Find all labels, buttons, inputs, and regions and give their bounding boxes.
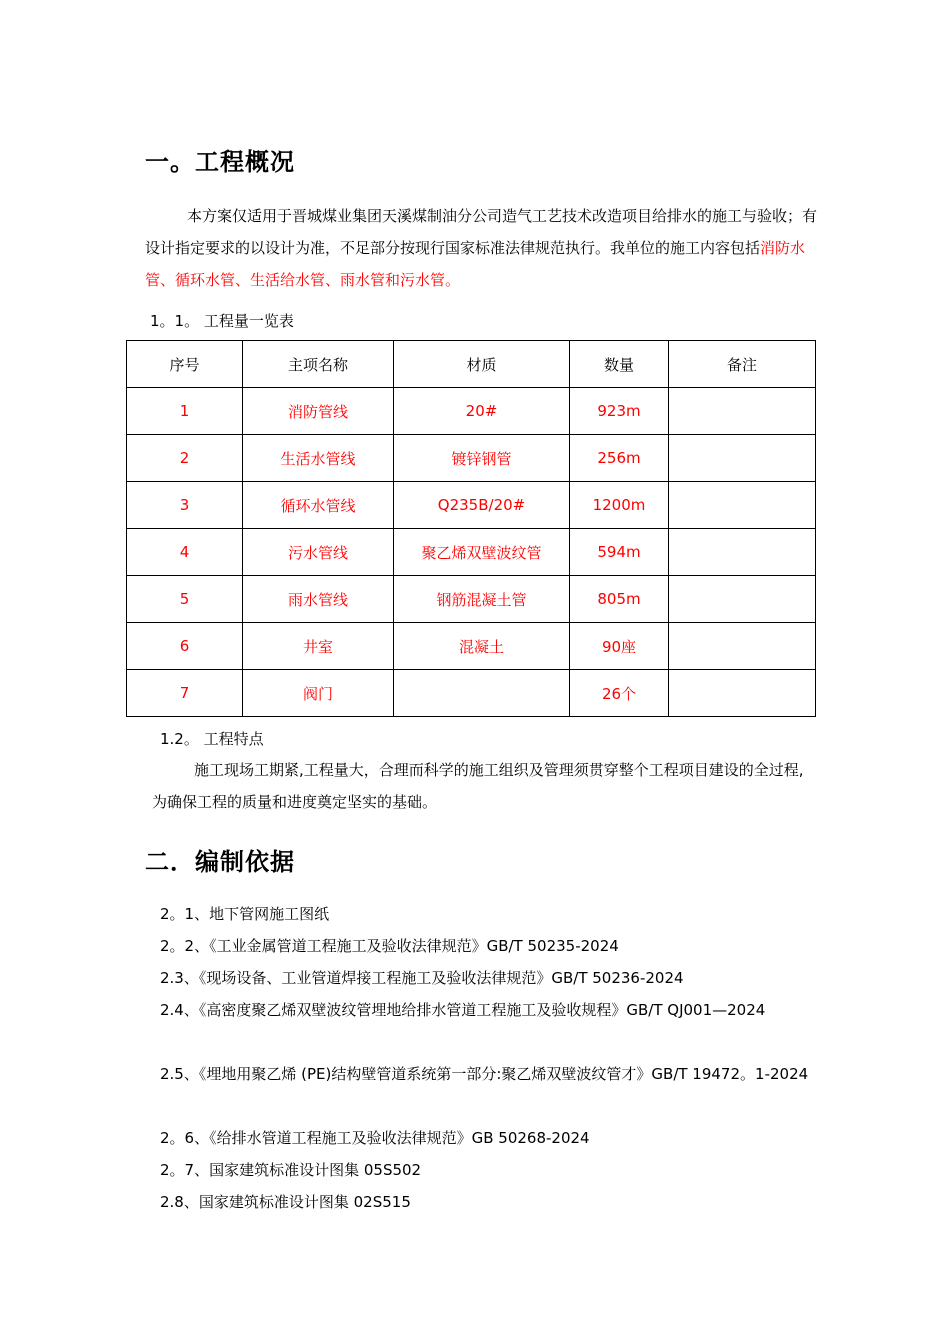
table-cell: 消防管线	[243, 388, 394, 435]
quantity-table	[126, 340, 816, 717]
table-cell	[669, 388, 816, 435]
table-cell: 7	[127, 670, 243, 717]
section-1-title: 一。工程概况	[145, 148, 295, 176]
reference-item: 2。2、《工业金属管道工程施工及验收法律规范》GB/T 50235-2024	[160, 937, 619, 955]
header-cell: 序号	[127, 341, 243, 388]
table-cell	[669, 529, 816, 576]
table-cell: 生活水管线	[243, 435, 394, 482]
reference-item: 2.8、国家建筑标准设计图集 02S515	[160, 1193, 411, 1211]
table-cell: 20#	[394, 388, 570, 435]
header-cell: 主项名称	[243, 341, 394, 388]
table-cell: 90座	[570, 623, 669, 670]
table-cell: 6	[127, 623, 243, 670]
header-cell: 备注	[669, 341, 816, 388]
table-cell: 3	[127, 482, 243, 529]
reference-item: 2。7、国家建筑标准设计图集 05S502	[160, 1161, 422, 1179]
section-2-title: 二．编制依据	[145, 848, 295, 876]
table-cell: 1	[127, 388, 243, 435]
table-cell: 26个	[570, 670, 669, 717]
table-row	[127, 670, 816, 717]
table-row	[127, 388, 816, 435]
table-cell: 594m	[570, 529, 669, 576]
table-cell: 井室	[243, 623, 394, 670]
subheading-quantity-table: 1。1。 工程量一览表	[150, 312, 294, 330]
table-cell: 256m	[570, 435, 669, 482]
table-cell: 5	[127, 576, 243, 623]
table-cell: 805m	[570, 576, 669, 623]
table-cell	[669, 576, 816, 623]
table-cell: Q235B/20#	[394, 482, 570, 529]
table-cell	[394, 670, 570, 717]
features-paragraph: 施工现场工期紧,工程量大，合理而科学的施工组织及管理须贯穿整个工程项目建设的全过程,为确保工程的质量和进度奠定坚实的基础。	[152, 761, 804, 811]
reference-item: 2。6、《给排水管道工程施工及验收法律规范》GB 50268-2024	[160, 1129, 590, 1147]
table-cell: 镀锌钢管	[394, 435, 570, 482]
reference-item: 2.5、《埋地用聚乙烯 (PE)结构壁管道系统第一部分:聚乙烯双壁波纹管才》GB/T 19472。1-2024	[160, 1065, 809, 1083]
table-row	[127, 576, 816, 623]
table-cell: 阀门	[243, 670, 394, 717]
intro-paragraph	[145, 200, 817, 296]
intro-red-text: 消防水管、循环水管、生活给水管、雨水管和污水管。	[145, 239, 806, 289]
table-cell	[669, 623, 816, 670]
reference-item: 2.3、《现场设备、工业管道焊接工程施工及验收法律规范》GB/T 50236-2024	[160, 969, 684, 987]
header-cell: 材质	[394, 341, 570, 388]
table-cell: 1200m	[570, 482, 669, 529]
table-cell	[669, 482, 816, 529]
reference-item: 2。1、地下管网施工图纸	[160, 905, 330, 923]
table-cell	[669, 670, 816, 717]
table-row	[127, 529, 816, 576]
table-cell: 4	[127, 529, 243, 576]
reference-item: 2.4、《高密度聚乙烯双壁波纹管埋地给排水管道工程施工及验收规程》GB/T QJ001—2024	[160, 1001, 766, 1019]
table-row	[127, 482, 816, 529]
table-cell: 循环水管线	[243, 482, 394, 529]
intro-text: 本方案仅适用于晋城煤业集团天溪煤制油分公司造气工艺技术改造项目给排水的施工与验收；有设计指定要求的以设计为准，不足部分按现行国家标准法律规范执行。我单位的施工内容包括	[145, 207, 818, 257]
table-cell	[669, 435, 816, 482]
table-cell: 污水管线	[243, 529, 394, 576]
table-cell: 2	[127, 435, 243, 482]
table-header-row	[127, 341, 816, 388]
table-cell: 雨水管线	[243, 576, 394, 623]
subheading-features: 1.2。 工程特点	[160, 730, 264, 748]
table-cell: 混凝土	[394, 623, 570, 670]
table-cell: 923m	[570, 388, 669, 435]
table-cell: 钢筋混凝土管	[394, 576, 570, 623]
header-cell: 数量	[570, 341, 669, 388]
table-row	[127, 623, 816, 670]
table-row	[127, 435, 816, 482]
table-cell: 聚乙烯双壁波纹管	[394, 529, 570, 576]
